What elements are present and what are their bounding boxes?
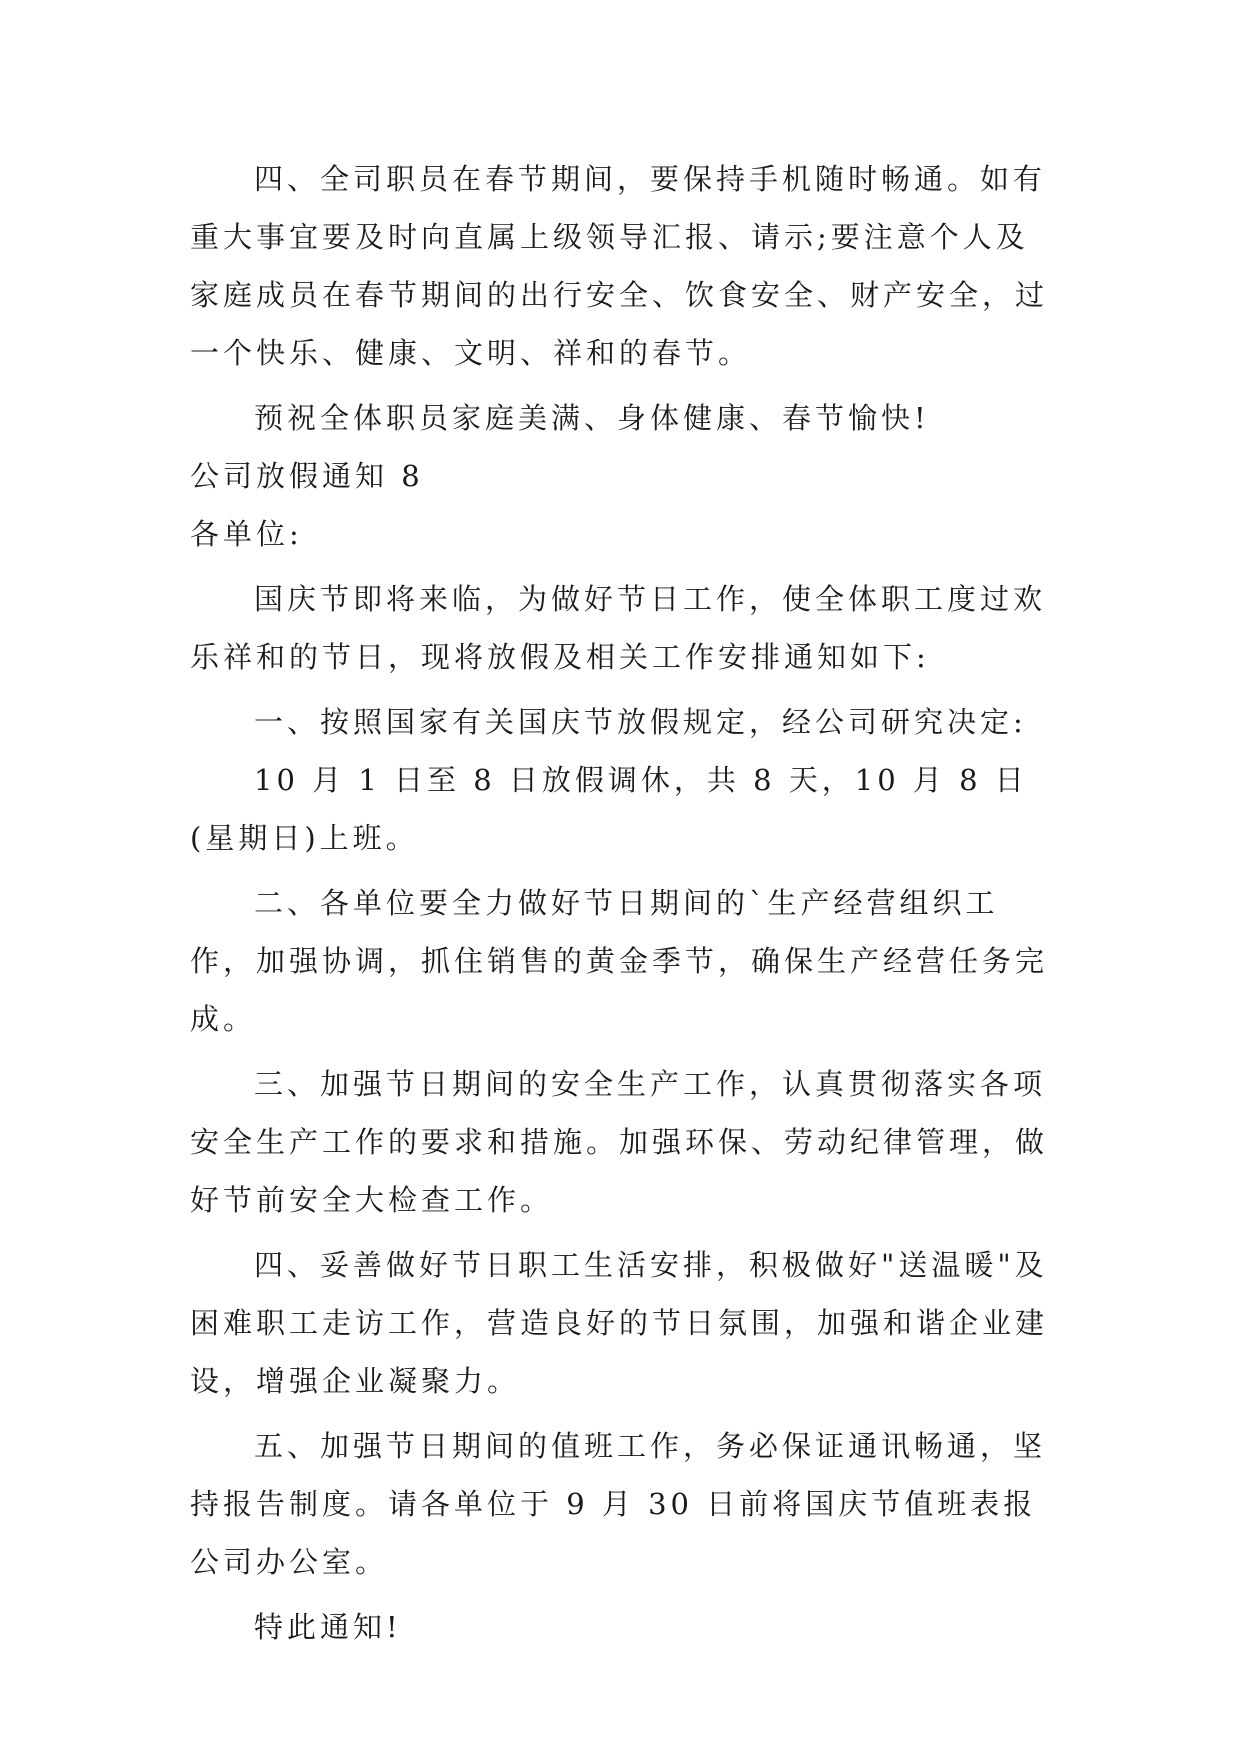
paragraph-item-one: 一、按照国家有关国庆节放假规定，经公司研究决定: [254, 705, 1027, 739]
paragraph-item-two: 二、各单位要全力做好节日期间的`生产经营组织工作，加强协调，抓住销售的黄金季节，确保生产经营任务完成。 [190, 886, 1049, 1036]
paragraph-item-five: 五、加强节日期间的值班工作，务必保证通讯畅通，坚持报告制度。请各单位于 9 月 30 日前将国庆节值班表报公司办公室。 [190, 1429, 1047, 1579]
paragraph-intro: 国庆节即将来临，为做好节日工作，使全体职工度过欢乐祥和的节日，现将放假及相关工作安排通知如下: [190, 582, 1047, 674]
paragraph-item-one-detail: 10 月 1 日至 8 日放假调休，共 8 天，10 月 8 日(星期日)上班。 [190, 763, 1028, 855]
paragraph-spring-item-four: 四、全司职员在春节期间，要保持手机随时畅通。如有重大事宜要及时向直属上级领导汇报、请示;要注意个人及家庭成员在春节期间的出行安全、饮食安全、财产安全，过一个快乐、健康、文明、祥和的春节。 [190, 162, 1049, 370]
notice-title: 公司放假通知 8 [190, 459, 424, 493]
paragraph-item-three: 三、加强节日期间的安全生产工作，认真贯彻落实各项安全生产工作的要求和措施。加强环保、劳动纪律管理，做好节前安全大检查工作。 [190, 1067, 1049, 1217]
document-page [190, 150, 1060, 1656]
paragraph-item-four: 四、妥善做好节日职工生活安排，积极做好"送温暖"及困难职工走访工作，营造良好的节日氛围，加强和谐企业建设，增强企业凝聚力。 [190, 1248, 1049, 1398]
paragraph-wishes: 预祝全体职员家庭美满、身体健康、春节愉快! [254, 401, 930, 435]
salutation: 各单位: [190, 517, 303, 551]
paragraph-closing: 特此通知! [254, 1610, 402, 1644]
